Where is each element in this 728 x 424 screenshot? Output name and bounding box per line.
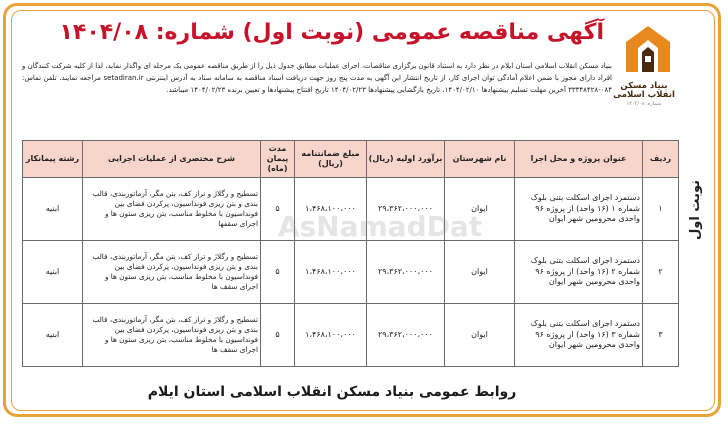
cell-estimate: ۲۹،۳۶۲،۰۰۰،۰۰۰: [367, 241, 445, 304]
cell-field: ابنیه: [23, 241, 83, 304]
cell-description: تسطیح و رگلاژ و تراز کف، بتن مگر، آرماتوربندی، قالب بندی و بتن ریزی فونداسیون، پرکردن فضای بین فونداسیون با مخلوط مناسب، بتن ریزی ستون ها و اجرای سقف ها: [83, 241, 261, 304]
table-row: [23, 178, 679, 241]
header-title: عنوان پروژه و محل اجرا: [515, 141, 643, 178]
cell-estimate: ۲۹،۳۶۲،۰۰۰،۰۰۰: [367, 304, 445, 367]
cell-field: ابنیه: [23, 178, 83, 241]
header-description: شرح مختصری از عملیات اجرایی: [83, 141, 261, 178]
cell-duration: ۵: [261, 241, 295, 304]
cell-duration: ۵: [261, 178, 295, 241]
cell-title: دستمزد اجرای اسکلت بتنی بلوک شماره ۱ (۱۶ واحد) از پروژه ۹۶ واحدی محرومین شهر ایوان: [515, 178, 643, 241]
header-field: رشته پیمانکار: [23, 141, 83, 178]
cell-row-no: ۲: [643, 241, 679, 304]
header-row-no: ردیف: [643, 141, 679, 178]
cell-title: دستمزد اجرای اسکلت بتنی بلوک شماره ۳ (۱۶ واحد) از پروژه ۹۶ واحدی محرومین شهر ایوان: [515, 304, 643, 367]
watermark: AsNamadDat: [277, 210, 483, 243]
cell-estimate: ۲۹،۳۶۲،۰۰۰،۰۰۰: [367, 178, 445, 241]
cell-title: دستمزد اجرای اسکلت بتنی بلوک شماره ۲ (۱۶ واحد) از پروژه ۹۶ واحدی محرومین شهر ایوان: [515, 241, 643, 304]
cell-description: تسطیح و رگلاژ و تراز کف، بتن مگر، آرماتوربندی، قالب بندی و بتن ریزی فونداسیون، پرکردن فضای بین فونداسیون با مخلوط مناسب، بتن ریزی ستون ها و اجرای سقفها: [83, 178, 261, 241]
cell-city: ایوان: [445, 178, 515, 241]
housing-foundation-logo-icon: [620, 20, 676, 76]
table-row: [23, 241, 679, 304]
cell-row-no: ۳: [643, 304, 679, 367]
cell-row-no: ۱: [643, 178, 679, 241]
cell-description: تسطیح و رگلاژ و تراز کف، بتن مگر، آرماتوربندی، قالب بندی و بتن ریزی فونداسیون، پرکردن فضای بین فونداسیون با مخلوط مناسب، بتن ریزی ستون ها و اجرای سقف ها: [83, 304, 261, 367]
sidebar: [680, 14, 710, 406]
footer-text: روابط عمومی بنیاد مسکن انقلاب اسلامی استان ایلام: [147, 384, 517, 400]
cell-field: ابنیه: [23, 304, 83, 367]
header-guarantee: مبلغ ضمانتنامه (ریال): [295, 141, 367, 178]
table-row: [23, 304, 679, 367]
intro-paragraph: بنیاد مسکن انقلاب اسلامی استان ایلام در نظر دارد به استناد قانون برگزاری مناقصات، اجرای عملیات مطابق جدول ذیل را از طریق مناقصه عمومی یک مرحله ای واگذار نماید، لذا از کلیه شرکت کنندگان و افراد دارای مجوز با ضمن اعلام آمادگی توان اجرای کار، از تاریخ انتشار این آگهی به مدت پنج روز جهت دریافت اسناد مناقصه به سامانه ستاد به آدرس اینترنتی setadiran.ir مراجعه نمایند. تلفن تماس: ۰۸۴-۳۳۳۴۸۴۲۸ آخرین مهلت تسلیم پیشنهادها ۱۴۰۴/۰۲/۱۰، تاریخ بازگشایی پیشنهادها ۱۴۰۴/۰۲/۲۳ تاریخ افتتاح پیشنهادها و تعیین برنده ۱۴۰۴/۰۲/۲۳ میباشد.: [22, 62, 612, 94]
table-header-row: [23, 141, 679, 178]
cell-city: ایوان: [445, 241, 515, 304]
logo-name: بنیاد مسکن انقلاب اسلامی: [613, 81, 675, 101]
sidebar-label: نوبت اول: [687, 179, 703, 241]
cell-guarantee: ۱،۴۶۸،۱۰۰،۰۰۰: [295, 304, 367, 367]
cell-duration: ۵: [261, 304, 295, 367]
tender-table: [22, 140, 679, 367]
cell-city: ایوان: [445, 304, 515, 367]
header-estimate: برآورد اولیه (ریال): [367, 141, 445, 178]
header-city: نام شهرستان: [445, 141, 515, 178]
logo-small-text: شماره: ۱۴۰۴/۰۸: [626, 100, 662, 107]
cell-guarantee: ۱،۴۶۸،۱۰۰،۰۰۰: [295, 241, 367, 304]
cell-guarantee: ۱،۴۶۸،۱۰۰،۰۰۰: [295, 178, 367, 241]
header-duration: مدت پیمان (ماه): [261, 141, 295, 178]
page-title: آگهی مناقصه عمومی (نوبت اول) شماره: ۱۴۰۴/۰۸: [59, 20, 604, 45]
logo: [612, 20, 676, 116]
